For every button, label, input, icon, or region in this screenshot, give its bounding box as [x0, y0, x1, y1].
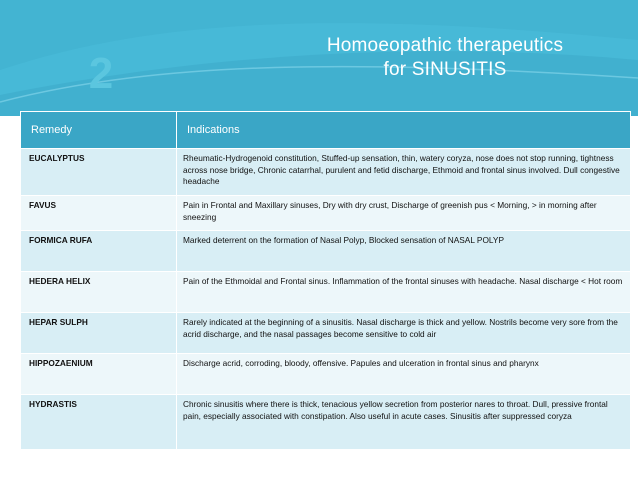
- slide-title-line-2: for SINUSITIS: [383, 59, 507, 80]
- table-row: [21, 272, 631, 313]
- remedy-indications: Rarely indicated at the beginning of a sinusitis. Nasal discharge is thick and yellow. Nostrils become very sore from the acrid discharge, and the nasal passages become sensitive to cold air: [177, 313, 631, 354]
- remedy-indications: Pain of the Ethmoidal and Frontal sinus. Inflammation of the frontal sinuses with headache. Nasal discharge < Hot room: [177, 272, 631, 313]
- title-banner: [0, 0, 638, 116]
- remedy-name: HYDRASTIS: [21, 395, 177, 450]
- table-row: [21, 196, 631, 231]
- slide-title-line-1: Homoeopathic therapeutics: [326, 35, 564, 56]
- table-row: [21, 313, 631, 354]
- remedy-name: HEDERA HELIX: [21, 272, 177, 313]
- slide-title: [280, 34, 610, 82]
- remedy-indications: Rheumatic-Hydrogenoid constitution, Stuffed-up sensation, thin, watery coryza, nose does not stop running, tightness across nose bridge, Chronic catarrhal, purulent and fetid discharge, Ethmoid and frontal sinus involved. Dull congestive headache: [177, 149, 631, 196]
- remedy-name: FORMICA RUFA: [21, 231, 177, 272]
- header-indications: Indications: [177, 112, 631, 149]
- remedy-name: HEPAR SULPH: [21, 313, 177, 354]
- remedy-indications: Discharge acrid, corroding, bloody, offensive. Papules and ulceration in frontal sinus and pharynx: [177, 354, 631, 395]
- remedy-indications: Pain in Frontal and Maxillary sinuses, Dry with dry crust, Discharge of greenish pus < Morning, > in morning after sneezing: [177, 196, 631, 231]
- remedy-indications: Chronic sinusitis where there is thick, tenacious yellow secretion from posterior nares to throat. Dull, pressive frontal pain, especially associated with constipation. Also useful in acute cases. Sinusitis after suppressed coryza: [177, 395, 631, 450]
- table-row: [21, 395, 631, 450]
- table-row: [21, 354, 631, 395]
- remedy-name: EUCALYPTUS: [21, 149, 177, 196]
- remedy-name: FAVUS: [21, 196, 177, 231]
- remedy-indications: Marked deterrent on the formation of Nasal Polyp, Blocked sensation of NASAL POLYP: [177, 231, 631, 272]
- table-row: [21, 231, 631, 272]
- remedy-name: HIPPOZAENIUM: [21, 354, 177, 395]
- table-header-row: [21, 112, 631, 149]
- table-row: [21, 149, 631, 196]
- remedies-table: [20, 111, 631, 450]
- slide-number: 2: [88, 49, 114, 98]
- header-remedy: Remedy: [21, 112, 177, 149]
